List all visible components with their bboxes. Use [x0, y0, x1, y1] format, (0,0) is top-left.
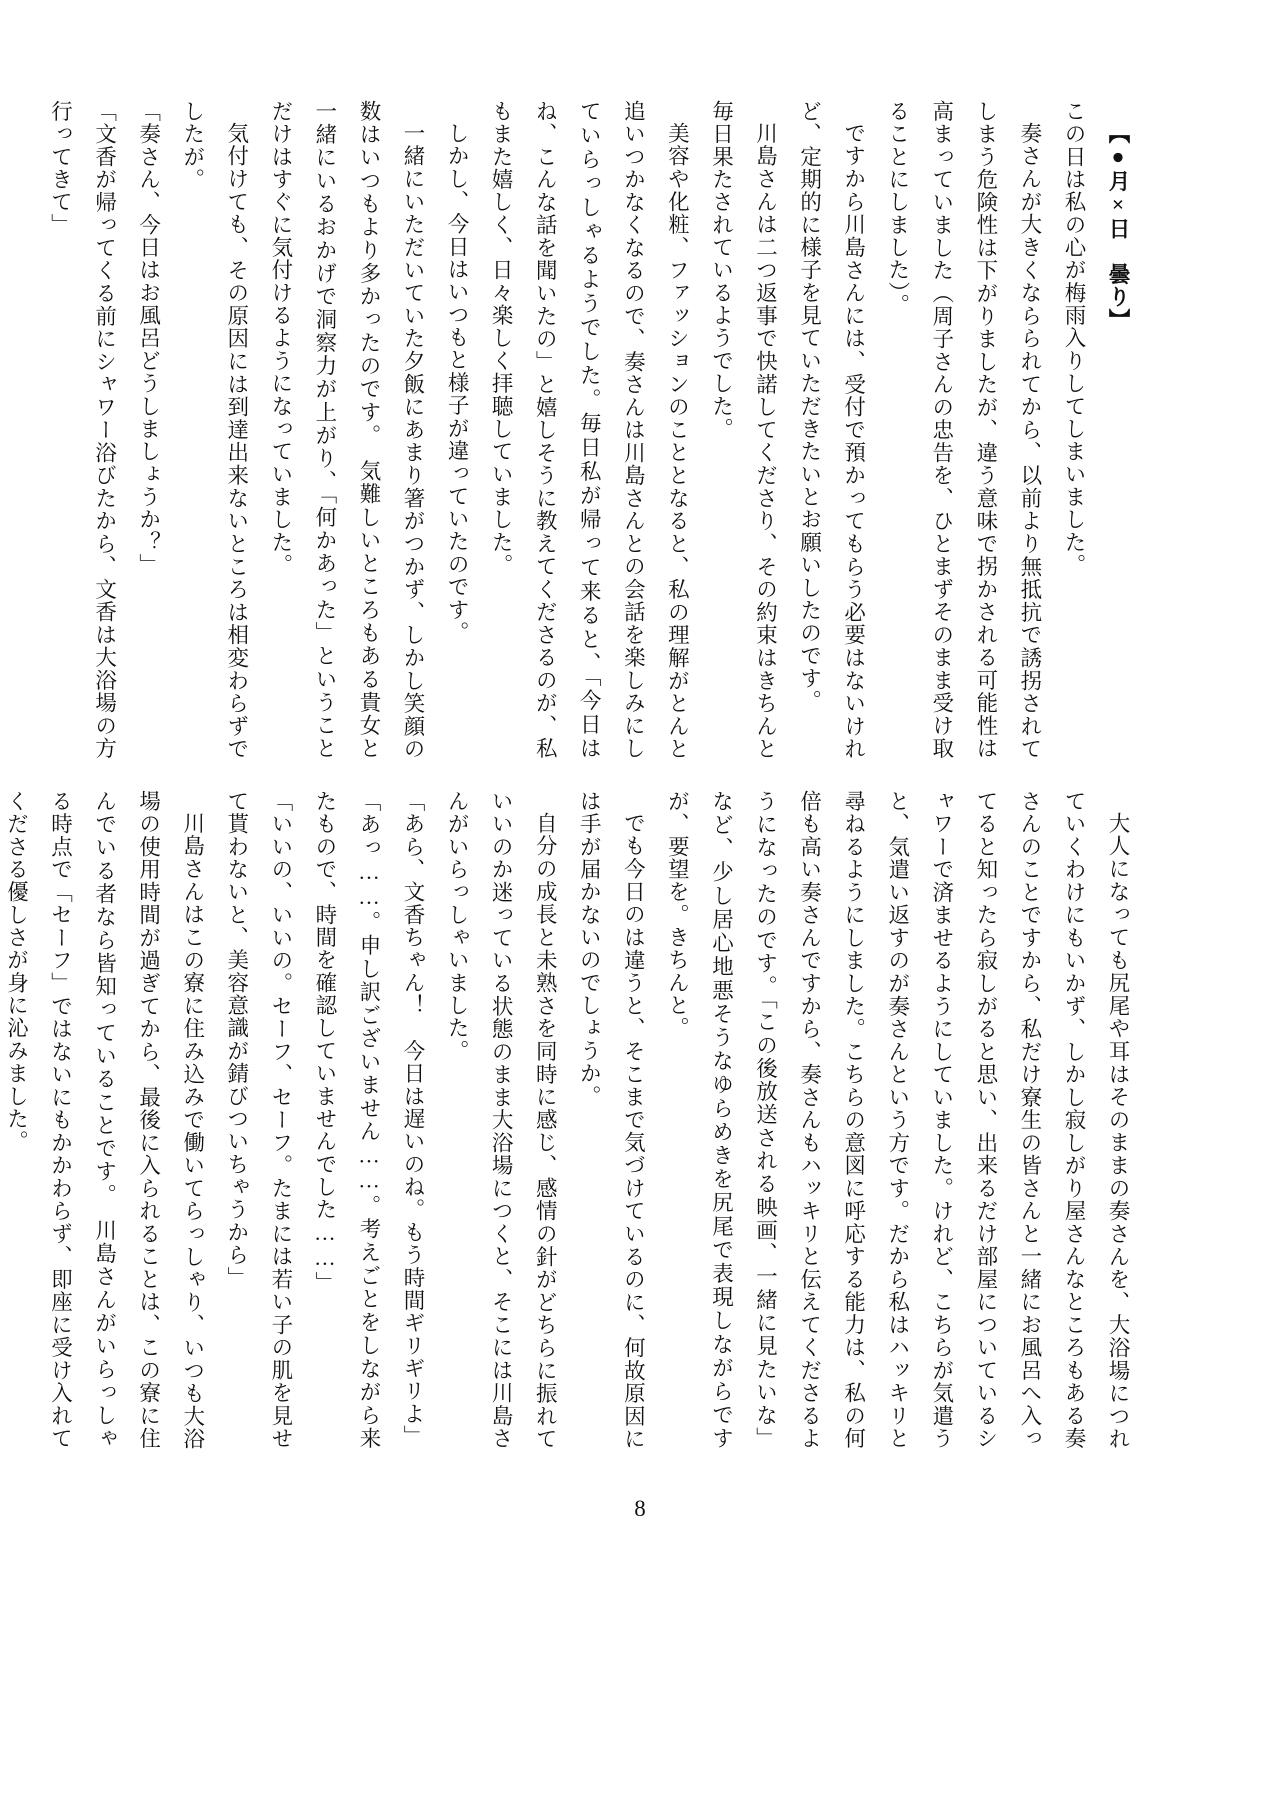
paragraph: 気付けても、その原因には到達出来ないところは相変わらずでしたが。	[180, 100, 249, 760]
paragraph: 美容や化粧、ファッションのこととなると、私の理解がとんと追いつかなくなるので、奏さんは川島さんとの会話を楽しみにしていらっしゃるようでした。毎日私が帰って来ると、「今日はね、こんな話を聞いたの」と嬉しそうに教えてくださるのが、私もまた嬉しく、日々楽しく拝聴していました。	[489, 100, 690, 760]
dialogue-line: 「あっ……。申し訳ございません……。考えごとをしながら来たもので、時間を確認していませんでした……」	[312, 790, 381, 1450]
paragraph: しかし、今日はいつもと様子が違っていたのです。	[445, 121, 470, 644]
paragraph: 川島さんは二つ返事で快諾してくださり、その約束はきちんと毎日果たされているようでした。	[709, 100, 778, 760]
paragraph: 一緒にいただいていた夕飯にあまり箸がつかず、しかし笑顔の数はいつもより多かったのです。 気難しいところもある貴女と一緒にいるおかげで洞察力が上がり、「何かあった」ということだけはすぐに気付けるようになっていました。	[268, 100, 425, 760]
diary-entry-heading: 【●月×日 曇り】	[1106, 121, 1130, 331]
paragraph: でも今日のは違うと、そこまで気づけているのに、何故原因には手が届かないのでしょうか。	[577, 790, 646, 1450]
dialogue-line: 「いいの、いいの。セーフ、セーフ。たまには若い子の肌を見せて貰わないと、美容意識が錆びついちゃうから」	[224, 790, 293, 1450]
paragraph: 自分の成長と未熟さを同時に感じ、感情の針がどちらに振れていいのか迷っている状態のまま大浴場につくと、そこには川島さんがいらっしゃいました。	[445, 790, 558, 1450]
paragraph: 川島さんはこの寮に住み込みで働いてらっしゃり、いつも大浴場の使用時間が過ぎてから、最後に入られることは、この寮に住んでいる者なら皆知っていることです。 川島さんがいらっしゃる時点で「セーフ」ではないにもかかわらず、即座に受け入れてくださる優しさが身に沁みました。	[4, 790, 205, 1450]
page-number: 8	[634, 1496, 646, 1521]
paragraph: この日は私の心が梅雨入りしてしまいました。	[1061, 100, 1086, 577]
paragraph: 大人になっても尻尾や耳はそのままの奏さんを、大浴場につれていくわけにもいかず、しかし寂しがり屋さんなところもある奏さんのことですから、私だけ寮生の皆さんと一緒にお風呂へ入ってると知ったら寂しがると思い、出来るだけ部屋についているシャワーで済ませるようにしていました。けれど、こちらが気遣うと、気遣い返すのが奏さんという方です。だから私はハッキリと尋ねるようにしました。こちらの意図に呼応する能力は、私の何倍も高い奏さんですから、奏さんもハッキリと伝えてくださるようになったのです。「この後放送される映画、一緒に見たいな」など、少し居心地悪そうなゆらめきを尻尾で表現しながらですが、要望を。きちんと。	[665, 790, 1130, 1450]
paragraph: 奏さんが大きくならられてから、以前より無抵抗で誘拐されてしまう危険性は下がりましたが、違う意味で拐かされる可能性は高まっていました（周子さんの忠告を、ひとまずそのまま受け取ることにしました）。	[885, 100, 1042, 760]
dialogue-line: 「あら、文香ちゃん！ 今日は遅いのね。もう時間ギリギリよ」	[401, 790, 425, 1448]
dialogue-line: 「文香が帰ってくる前にシャワー浴びたから、文香は大浴場の方行ってきて」	[48, 100, 117, 760]
dialogue-line: 「奏さん、今日はお風呂どうしましょうか？」	[136, 100, 161, 577]
text-block-upper	[48, 100, 1140, 760]
text-block-lower	[4, 790, 1140, 1450]
paragraph: ですから川島さんには、受付で預かってもらう必要はないけれど、定期的に様子を見ていただきたいとお願いしたのです。	[797, 100, 866, 760]
